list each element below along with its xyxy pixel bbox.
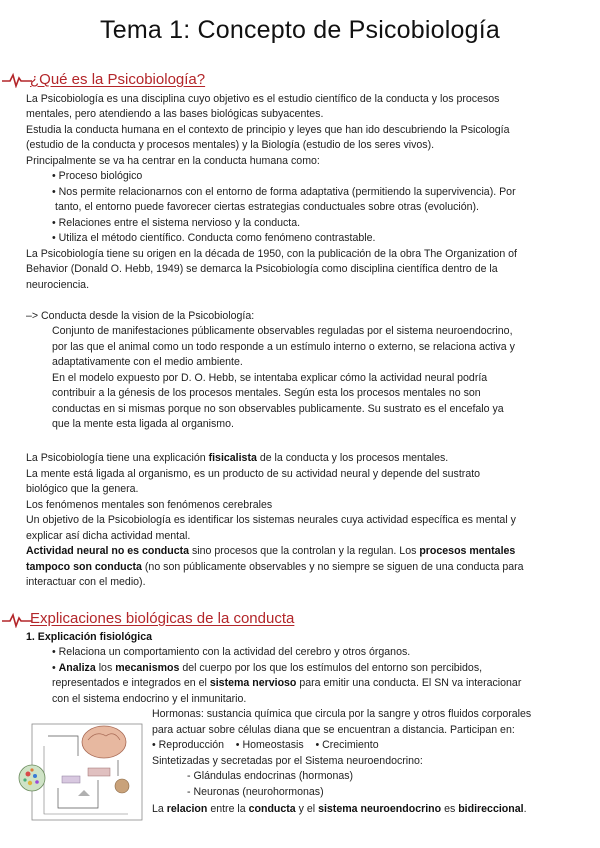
conduct-line: que la mente esta ligada al organismo. — [52, 418, 234, 430]
fisicalista-line: La Psicobiología tiene una explicación fisicalista de la conducta y los procesos mentales. — [26, 452, 449, 464]
paragraph-line: Behavior (Donald O. Hebb, 1949) se demarca la Psicobiología como disciplina científica dentro de la — [26, 263, 498, 275]
bullet-item: • Utiliza el método científico. Conducta como fenómeno contrastable. — [52, 232, 376, 244]
paragraph-line: Los fenómenos mentales son fenómenos cerebrales — [26, 499, 273, 511]
paragraph-line: Un objetivo de la Psicobiología es identificar los sistemas neurales cuya actividad específica es mental y — [26, 514, 516, 526]
relacion-line: La relacion entre la conducta y el sistema neuroendocrino es bidireccional. — [152, 803, 527, 815]
heartbeat-icon — [2, 612, 32, 628]
hormonas-subitem: - Neuronas (neurohormonas) — [187, 786, 324, 798]
section-heading-que-es: ¿Qué es la Psicobiología? — [30, 71, 206, 88]
neural-line: tampoco son conducta (no son públicamente observables y no siempre se siguen de una conducta para — [26, 561, 524, 573]
hormonas-line: Sintetizadas y secretadas por el Sistema neuroendocrino: — [152, 755, 423, 767]
section-heading-explicaciones: Explicaciones biológicas de la conducta — [30, 610, 295, 627]
paragraph-line: Principalmente se va ha centrar en la conducta humana como: — [26, 155, 320, 167]
page-title: Tema 1: Concepto de Psicobiología — [100, 16, 500, 44]
paragraph-line: neurociencia. — [26, 279, 90, 291]
conduct-line: por las que el animal como un todo responde a un estímulo interno o externo, se relaciona activa y — [52, 341, 515, 353]
hormonas-subitem: - Glándulas endocrinas (hormonas) — [187, 770, 354, 782]
conduct-line: Conjunto de manifestaciones públicamente observables reguladas por el sistema neuroendocrino, — [52, 325, 513, 337]
hormonas-functions: • Reproducción • Homeostasis • Crecimiento — [152, 739, 379, 751]
paragraph-line: biológico que la genera. — [26, 483, 139, 495]
conduct-line: conductas en si mismas porque no son observables publicamente. Su sustrato es el encefalo ya — [52, 403, 504, 415]
conduct-line: contribuir a la génesis de los procesos mentales. Según esta los procesos mentales no son — [52, 387, 481, 399]
bullet-item-cont: con el sistema endocrino y el inmunitario. — [52, 693, 247, 705]
subheading-explicacion-fisiologica: 1. Explicación fisiológica — [26, 631, 152, 643]
paragraph-line: Estudia la conducta humana en el contexto de principio y leyes que han ido descubriendo la Psicología — [26, 124, 510, 136]
conduct-heading: –> Conducta desde la vision de la Psicobiología: — [26, 310, 255, 322]
bullet-item: • Relaciona un comportamiento con la actividad del cerebro y otros órganos. — [52, 646, 411, 658]
paragraph-line: explicar así dicha actividad mental. — [26, 530, 191, 542]
paragraph-line: mentales, pero atendiendo a las bases biológicas subyacentes. — [26, 108, 324, 120]
neural-line: interactuar con el medio). — [26, 576, 146, 588]
hormonas-line: Hormonas: sustancia química que circula por la sangre y otros fluidos corporales — [152, 708, 532, 720]
conduct-line: adaptativamente con el medio ambiente. — [52, 356, 243, 368]
paragraph-line: (estudio de la conducta y procesos mentales) y la Biología (estudio de los seres vivos). — [26, 139, 435, 151]
bullet-item: • Analiza los mecanismos del cuerpo por los que los estímulos del entorno son percibidos, — [52, 662, 483, 674]
hormonas-line: para actuar sobre células diana que se encuentran a distancia. Participan en: — [152, 724, 515, 736]
neuroendocrine-diagram-illustration — [18, 716, 150, 826]
bullet-item-cont: tanto, el entorno puede favorecer ciertas estrategias conductuales sobre otras (evolución). — [55, 201, 479, 213]
paragraph-line: La mente está ligada al organismo, es un producto de su actividad neural y depende del sustrato — [26, 468, 481, 480]
bullet-item: • Relaciones entre el sistema nervioso y la conducta. — [52, 217, 301, 229]
bullet-item-cont: representados e integrados en el sistema nervioso para emitir una conducta. El SN va interacionar — [52, 677, 522, 689]
paragraph-line: La Psicobiología tiene su origen en la década de 1950, con la publicación de la obra The Organization of — [26, 248, 517, 260]
heartbeat-icon — [2, 72, 32, 88]
bullet-item: • Proceso biológico — [52, 170, 143, 182]
conduct-line: En el modelo expuesto por D. O. Hebb, se intentaba explicar cómo la actividad neural podría — [52, 372, 488, 384]
neural-line: Actividad neural no es conducta sino procesos que la controlan y la regulan. Los procesos mentales — [26, 545, 516, 557]
bullet-item: • Nos permite relacionarnos con el entorno de forma adaptativa (permitiendo la supervivencia). Por — [52, 186, 516, 198]
paragraph-line: La Psicobiología es una disciplina cuyo objetivo es el estudio científico de la conducta y los procesos — [26, 93, 500, 105]
